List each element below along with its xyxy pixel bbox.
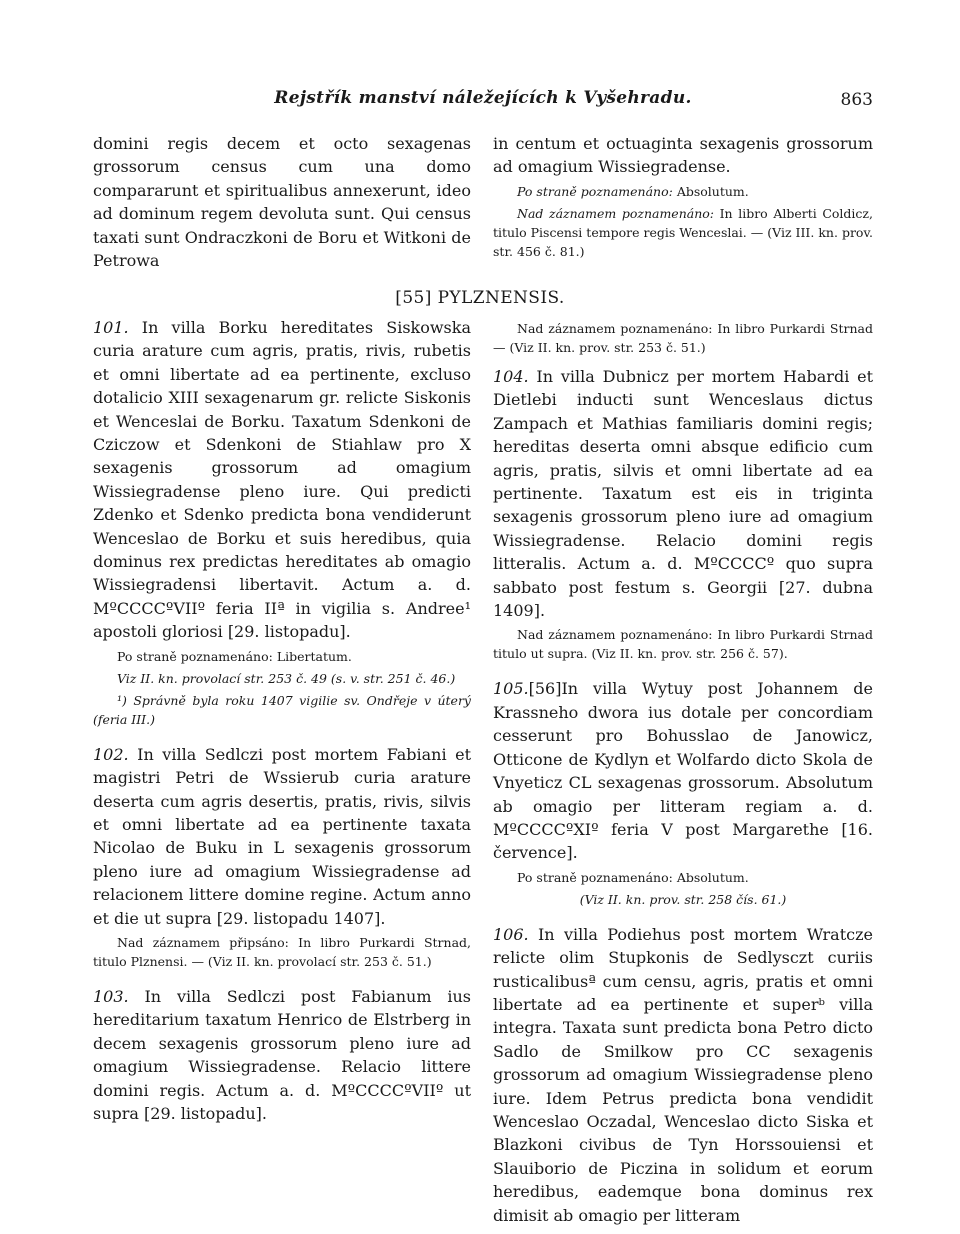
entry-text: In villa Sedlczi post mortem Fabiani et magistri Petri de Wssierub curia arature deserta cum agris desertis, pratis, rivis, silvis et omni libertate ad ea pertinente taxata Nicolao de Buku in L sexagenis grossorum pleno iure ad omagium Wissiegradense ad relacionem littere domine regine. Actum anno et die ut supra [29. listopadu 1407].	[93, 744, 471, 928]
entry-text: In villa Sedlczi post Fabianum ius hereditarium taxatum Henrico de Elstrberg in decem sexagenis grossorum pleno iure ad omagium Wissiegradense. Relacio littere domini regis. Actum a. d. MºCCCCºVIIº ut supra [29. listopadu].	[93, 986, 471, 1123]
spacer	[493, 909, 873, 923]
spacer	[93, 729, 471, 743]
note-text: Absolutum.	[672, 183, 749, 199]
right-column-top	[493, 132, 873, 261]
right-column	[493, 316, 873, 1227]
entry-number: 101.	[93, 318, 129, 337]
entry-text: In villa Borku hereditates Siskowska curia arature cum agris, pratis, rivis, rubetis et omni libertate ad ea pertinente, excluso dotalicio XIII sexagenarum gr. relicte Siskonis et Wenceslai de Borku. Taxatum Sdenkoni de Cziczow et Sdenkoni de Stiahlaw pro X sexagenis grossorum ad omagium Wissiegradense pleno iure. Qui predicti Zdenko et Sdenko predicta bona vendiderunt Wenceslao de Borku et suis heredibus, quia dominus rex predictas hereditates ab omagio Wissiegradensi libertavit. Actum a. d. MºCCCCºVIIº feria IIª in vigilia s. Andree¹ apostoli gloriosi [29. listopadu].	[93, 318, 471, 642]
spacer	[493, 357, 873, 365]
entry-104	[493, 365, 873, 622]
entry-number: 102.	[93, 744, 129, 764]
footnote: ¹) Správně byla roku 1407 vigilie sv. Ondřeje v úterý (feria III.)	[93, 692, 471, 727]
entry-number: 105.	[493, 679, 529, 699]
note-label: Po straně poznamenáno:	[517, 183, 673, 199]
entry-note: Nad záznamem poznamenáno: In libro Purkardi Strnad titulo ut supra. (Viz II. kn. prov. str. 256 č. 57).	[493, 627, 873, 662]
entry-note: Po straně poznamenáno: Libertatum.	[117, 648, 352, 664]
left-column-top	[93, 132, 471, 272]
page-header	[93, 88, 873, 114]
entry-text: In villa Podiehus post mortem Wratcze relicte olim Stupkonis de Sedlysczt curiis rusticalibusª cum censu, agris, pratis et omni libertate ad ea pertinente et superᵇ villa integra. Taxata sunt predicta bona Petro dicto Sadlo de Smilkow pro CC sexagenis grossorum ad omagium Wissiegradense pleno iure. Idem Petrus predicta bona vendidit Wenceslao Oczadal, Wenceslao dicto Siska et Blazkoni civibus de Tyn Horssouiensi et Slauiborio de Piczina in solidum et eorum heredibus, eademque bona dominus rex dimisit ab omagio per litteram	[493, 924, 873, 1225]
spacer	[493, 663, 873, 677]
entry-text: [56]In villa Wytuy post Johannem de Krassneho dwora ius dotale per concordiam cesserunt pro Bohusslao de Janowicz, Otticone de Kydlyn et Wolfardo dicto Skola de Vnyeticz CL sexagenas grossorum. Absolutum ab omagio per litteram regiam a. d. MºCCCCºXIº feria V post Margarethe [16. července].	[493, 679, 873, 863]
running-head: Rejstřík manství náležejících k Vyšehradu.	[274, 88, 692, 108]
section-title: [55] PYLZNENSIS.	[395, 288, 565, 308]
margin-note	[493, 182, 873, 201]
entry-text: In villa Dubnicz per mortem Habardi et Dietlebi inducti sunt Wenceslaus dictus Zampach et Mathias familiaris domini regis; hereditas deserta omni absque edificio cum agris, pratis, silvis et omni libertate ad ea pertinente. Taxatum est eis in triginta sexagenis grossorum pleno iure ad omagium Wissiegradense. Relacio domini regis litteralis. Actum a. d. MºCCCCº quo supra sabbato post festum s. Georgii [27. dubna 1409].	[493, 367, 873, 621]
entry-note: Nad záznamem připsáno: In libro Purkardi Strnad, titulo Plznensi. — (Viz II. kn. provolací str. 253 č. 51.)	[93, 934, 471, 969]
entry-103	[93, 985, 471, 1125]
entry-106	[493, 923, 873, 1227]
note-text: In libro Alberti Coldicz, titulo Piscensi tempore regis Wenceslai. — (Viz III. kn. prov. str. 456 č. 81.)	[493, 205, 873, 259]
above-note	[493, 204, 873, 261]
entry-101	[93, 316, 471, 644]
page-number: 863	[840, 90, 873, 110]
note-label: Nad záznamem poznamenáno:	[517, 205, 714, 221]
entry-105	[493, 677, 873, 864]
entry-number: 104.	[493, 367, 529, 386]
continued-paragraph: domini regis decem et octo sexagenas grossorum census cum una domo compararunt et spiritualibus annexerunt, ideo ad dominum regem devoluta sunt. Qui census taxati sunt Ondraczkoni de Boru et Witkoni de Petrowa	[93, 134, 471, 271]
entry-note: Nad záznamem poznamenáno: In libro Purkardi Strnad — (Viz II. kn. prov. str. 253 č. 51.)	[493, 321, 873, 355]
entry-note: Viz II. kn. provolací str. 253 č. 49 (s. v. str. 251 č. 46.)	[117, 670, 456, 686]
entry-note: (Viz II. kn. prov. str. 258 čís. 61.)	[579, 891, 787, 907]
entry-number: 103.	[93, 986, 129, 1006]
spacer	[93, 971, 471, 985]
left-column	[93, 316, 471, 1125]
entry-note: Po straně poznamenáno: Absolutum.	[517, 869, 749, 885]
continued-paragraph-right: in centum et octuaginta sexagenis grossorum ad omagium Wissiegradense.	[493, 134, 873, 177]
entry-102	[93, 743, 471, 930]
entry-number: 106.	[493, 924, 529, 944]
